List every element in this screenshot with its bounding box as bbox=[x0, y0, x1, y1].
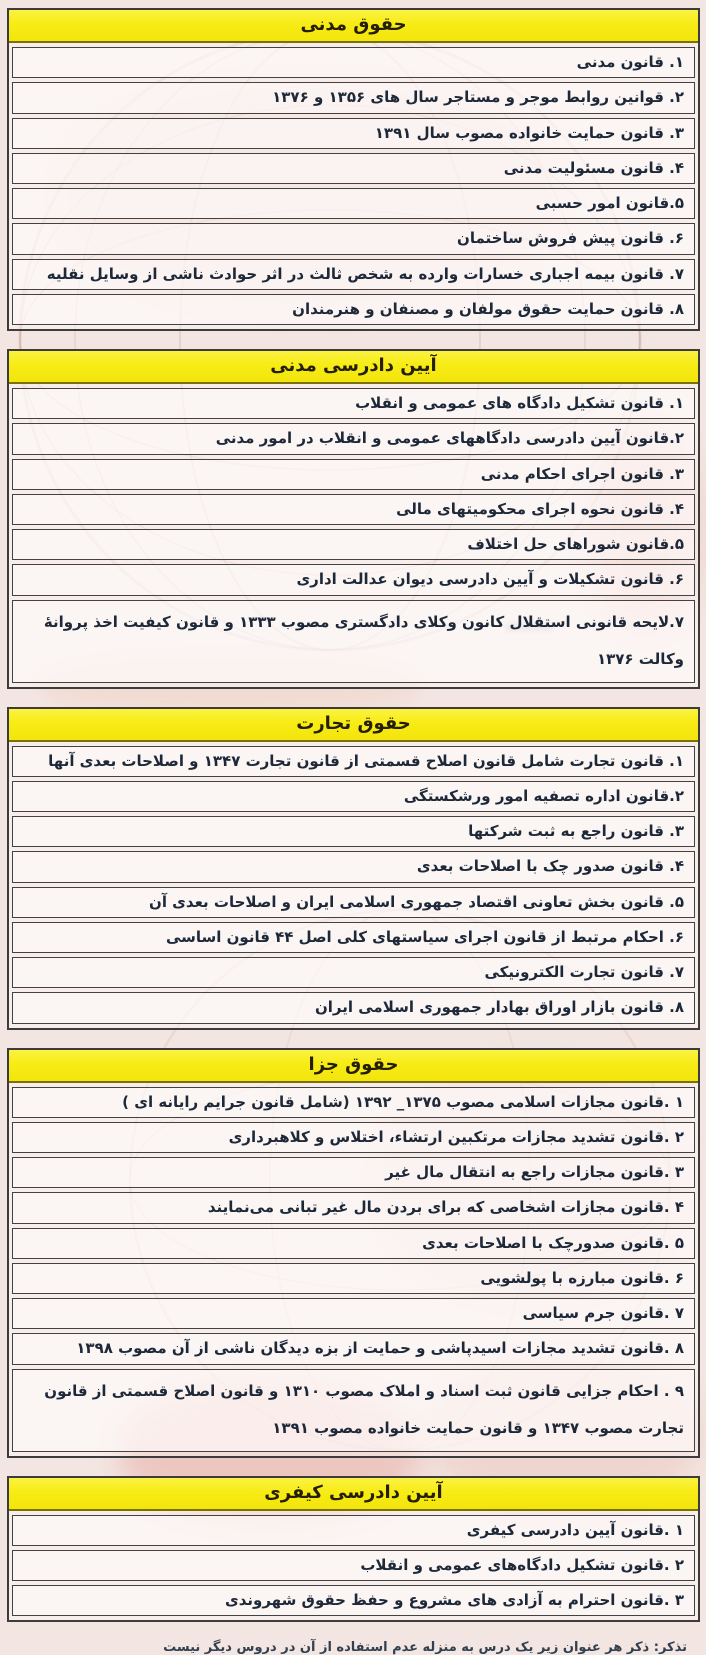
section-title: حقوق جزا bbox=[9, 1050, 698, 1083]
law-section bbox=[7, 8, 700, 331]
law-section bbox=[7, 707, 700, 1030]
section-title: آیین دادرسی کیفری bbox=[9, 1478, 698, 1511]
law-item: ۱ .قانون آیین دادرسی کیفری bbox=[12, 1515, 695, 1546]
law-item: ۶. احکام مرتبط از قانون اجرای سیاستهای کلی اصل ۴۴ قانون اساسی bbox=[12, 922, 695, 953]
law-item: ۵.قانون شوراهای حل اختلاف bbox=[12, 529, 695, 560]
law-item: ۳ .قانون مجازات راجع به انتقال مال غیر bbox=[12, 1157, 695, 1188]
law-item: ۱. قانون مدنی bbox=[12, 47, 695, 78]
section-rows bbox=[9, 1083, 698, 1456]
law-sections bbox=[6, 8, 701, 1622]
law-section bbox=[7, 1048, 700, 1458]
law-item: ۵.قانون امور حسبی bbox=[12, 188, 695, 219]
law-item: ۲.قانون اداره تصفیه امور ورشکستگی bbox=[12, 781, 695, 812]
law-item: ۶. قانون پیش فروش ساختمان bbox=[12, 223, 695, 254]
section-rows bbox=[9, 742, 698, 1028]
law-item: ۹ . احکام جزایی قانون ثبت اسناد و املاک مصوب ۱۳۱۰ و قانون اصلاح قسمتی از قانون تجارت مصوب ۱۳۴۷ و قانون حمایت خانواده مصوب ۱۳۹۱ bbox=[12, 1369, 695, 1452]
law-item: ۱ .قانون مجازات اسلامی مصوب ۱۳۷۵_ ۱۳۹۲ (شامل قانون جرایم رایانه ای ) bbox=[12, 1087, 695, 1118]
law-item: ۴. قانون نحوه اجرای محکومیتهای مالی bbox=[12, 494, 695, 525]
law-item: ۱. قانون تشکیل دادگاه های عمومی و انقلاب bbox=[12, 388, 695, 419]
law-item: ۷. قانون تجارت الکترونیکی bbox=[12, 957, 695, 988]
law-item: ۸ .قانون تشدید مجازات اسیدپاشی و حمایت از بزه دیدگان ناشی از آن مصوب ۱۳۹۸ bbox=[12, 1333, 695, 1364]
section-rows bbox=[9, 384, 698, 687]
law-item: ۲. قوانین روابط موجر و مستاجر سال های ۱۳۵۶ و ۱۳۷۶ bbox=[12, 82, 695, 113]
footer-note: تذکر: ذکر هر عنوان زیر یک درس به منزله عدم استفاده از آن در دروس دیگر نیست bbox=[163, 1640, 687, 1655]
law-item: ۶ .قانون مبارزه با پولشویی bbox=[12, 1263, 695, 1294]
law-item: ۴ .قانون مجازات اشخاصی که برای بردن مال غیر تبانی می‌نمایند bbox=[12, 1192, 695, 1223]
law-item: ۳ .قانون احترام به آزادی های مشروع و حفظ حقوق شهروندی bbox=[12, 1585, 695, 1616]
law-item: ۷.لایحه قانونی استقلال کانون وکلای دادگستری مصوب ۱۳۳۳ و قانون کیفیت اخذ پروانۀ وکالت ۱۳۷۶ bbox=[12, 600, 695, 683]
law-item: ۷ .قانون جرم سیاسی bbox=[12, 1298, 695, 1329]
section-rows bbox=[9, 43, 698, 329]
law-item: ۴. قانون مسئولیت مدنی bbox=[12, 153, 695, 184]
law-item: ۳. قانون راجع به ثبت شرکتها bbox=[12, 816, 695, 847]
section-title: حقوق تجارت bbox=[9, 709, 698, 742]
law-item: ۷. قانون بیمه اجباری خسارات وارده به شخص ثالث در اثر حوادث ناشی از وسایل نقلیه bbox=[12, 259, 695, 290]
law-item: ۱. قانون تجارت شامل قانون اصلاح قسمتی از قانون تجارت ۱۳۴۷ و اصلاحات بعدی آنها bbox=[12, 746, 695, 777]
law-item: ۳. قانون اجرای احکام مدنی bbox=[12, 459, 695, 490]
law-item: ۸. قانون حمایت حقوق مولفان و مصنفان و هنرمندان bbox=[12, 294, 695, 325]
law-item: ۴. قانون صدور چک با اصلاحات بعدی bbox=[12, 851, 695, 882]
law-item: ۲ .قانون تشکیل دادگاه‌های عمومی و انقلاب bbox=[12, 1550, 695, 1581]
law-item: ۸. قانون بازار اوراق بهادار جمهوری اسلامی ایران bbox=[12, 992, 695, 1023]
law-item: ۳. قانون حمایت خانواده مصوب سال ۱۳۹۱ bbox=[12, 118, 695, 149]
section-rows bbox=[9, 1511, 698, 1621]
law-item: ۵. قانون بخش تعاونی اقتصاد جمهوری اسلامی ایران و اصلاحات بعدی آن bbox=[12, 887, 695, 918]
law-section bbox=[7, 349, 700, 689]
law-section bbox=[7, 1476, 700, 1623]
law-item: ۲.قانون آیین دادرسی دادگاههای عمومی و انقلاب در امور مدنی bbox=[12, 423, 695, 454]
law-item: ۶. قانون تشکیلات و آیین دادرسی دیوان عدالت اداری bbox=[12, 564, 695, 595]
law-item: ۵ .قانون صدورچک با اصلاحات بعدی bbox=[12, 1228, 695, 1259]
section-title: حقوق مدنی bbox=[9, 10, 698, 43]
law-item: ۲ .قانون تشدید مجازات مرتکبین ارتشاء، اختلاس و کلاهبرداری bbox=[12, 1122, 695, 1153]
section-title: آیین دادرسی مدنی bbox=[9, 351, 698, 384]
